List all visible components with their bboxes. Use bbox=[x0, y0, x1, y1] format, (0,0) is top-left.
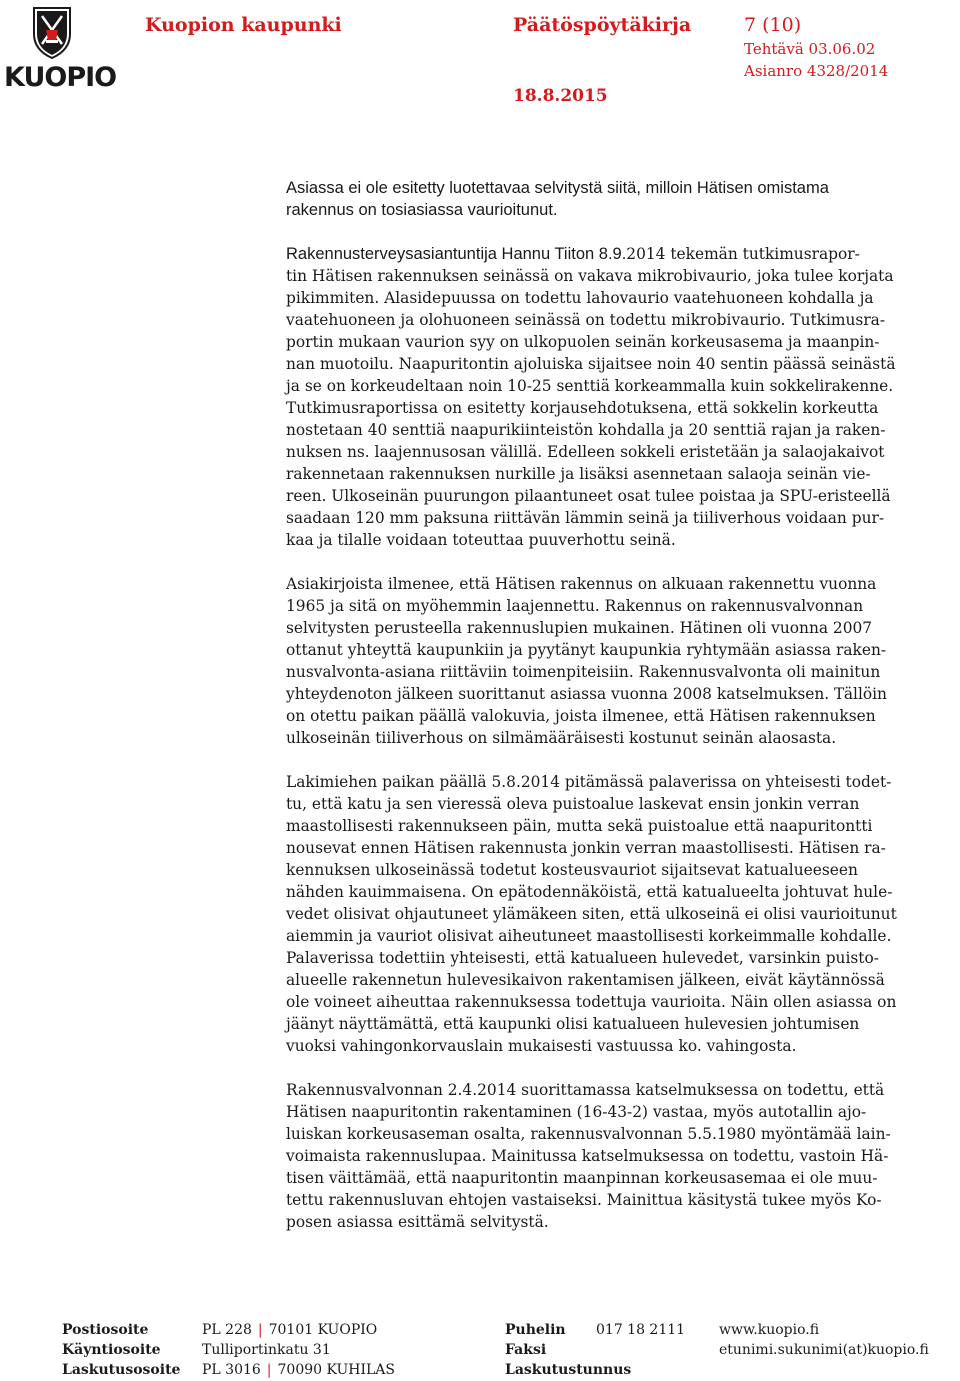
paragraph: Asiakirjoista ilmenee, että Hätisen rakennus on alkuaan rakennettu vuonna 1965 ja sitä on myöhemmin laajennettu. Rakennus on rakennusvalvonnan selvitysten perusteella rakennuslupien mukainen. Hätinen oli vuonna 2007 ottanut yhteyttä kaupunkiin ja pyytänyt kaupunkia ryhtymään asiassa raken- nusvalvonta-asiana riittäviin toimenpiteisiin. Rakennusvalvonta oli mainitun yhteydenoton jälkeen suorittanut asiassa vuonna 2008 katselmuksen. Tällöin on otettu paikan päällä valokuvia, joista ilmenee, että Hätisen rakennuksen ulkoseinän tiiliverhous on silmämääräisesti kostunut seinän alaosasta. bbox=[286, 575, 887, 747]
billing-code: 70090 KUHILAS bbox=[277, 1362, 395, 1378]
email-link[interactable]: etunimi.sukunimi(at)kuopio.fi bbox=[719, 1342, 929, 1358]
website-link[interactable]: www.kuopio.fi bbox=[719, 1322, 820, 1338]
fax-label: Faksi bbox=[505, 1342, 547, 1358]
paragraph-sans-part: Rakennusterveysasiantuntija Hannu Tiiton 8.9. bbox=[286, 245, 627, 263]
page-footer bbox=[62, 1320, 952, 1380]
coat-of-arms-icon bbox=[4, 4, 100, 62]
logo-wordmark: KUOPIO bbox=[4, 62, 117, 93]
paragraph: Rakennusvalvonnan 2.4.2014 suorittamassa katselmuksessa on todettu, että Hätisen naapuritontin rakentaminen (16-43-2) vastaa, myös autotallin ajo- luiskan korkeusaseman osalta, rakennusvalvonnan 5.5.1980 myöntämää lain- voimaista rakennuslupaa. Mainitussa katselmuksessa on todettu, vastoin Hä- tisen väittämää, että naapuritontin maanpinnan korkeusasemaa ei ole muu- tettu rakennusluvan ehtojen vastaiseksi. Mainittua käsitystä tukee myös Ko- posen asiassa esittämä selvitystä. bbox=[286, 1081, 891, 1231]
postal-box: PL 228 bbox=[202, 1322, 252, 1338]
visit-address: Tulliportinkatu 31 bbox=[202, 1342, 331, 1358]
phone-value: 017 18 2111 bbox=[596, 1322, 686, 1338]
task-code: Tehtävä 03.06.02 bbox=[744, 40, 876, 58]
visit-label: Käyntiosoite bbox=[62, 1342, 161, 1358]
separator: | bbox=[266, 1362, 272, 1378]
paragraph: Lakimiehen paikan päällä 5.8.2014 pitämässä palaverissa on yhteisesti todet- tu, että katu ja sen vieressä oleva puistoalue laskevat ensin jonkin verran maastollisesti rakennukseen päin, mutta sekä puistoalue että naapuritontti nousevat ennen Hätisen rakennusta jonkin verran maastollisesti. Hätisen ra- kennuksen ulkoseinässä todetut kosteusvauriot sijaitsevat katualueeseen nähden kauimmaisena. On epätodennäköistä, että katualueelta johtuvat hule- vedet olisivat ohjautuneet ylämäkeen siten, että ulkoseinä ei olisi vaurioitunut aiemmin ja vauriot olisivat aiheutuneet maastollisesti korkeimmalle kohdalle. Palaverissa todettiin yhteisesti, että katualueen hulevedet, varsinkin puisto- alueelle rakennetun hulevesikaivon rakentamisen jälkeen, eivät käytännössä ole voineet aiheuttaa rakennuksessa todettuja vaurioita. Näin ollen asiassa on jäänyt näyttämättä, että kaupunki olisi katualueen hulevesien johtumisen vuoksi vahingonkorvauslain mukaisesti vastuussa ko. vahingosta. bbox=[286, 773, 897, 1055]
meeting-date: 18.8.2015 bbox=[513, 86, 608, 106]
paragraph-serif-part: 2014 tekemän tutkimusrapor- tin Hätisen rakennuksen seinässä on vakava mikrobivaurio, joka tulee korjata pikimmiten. Alasidepuussa on todettu lahovaurio vaatehuoneen kohdalla ja vaatehuoneen ja olohuoneen seinässä on todettu mikrobivaurio. Tutkimusra- portin mukaan vaurion syy on ulkopuolen seinän korkeusasema ja maanpin- nan muotoilu. Naapuritontin ajoluiska sijaitsee noin 40 sentin päässä seinästä ja se on korkeudeltaan noin 10-25 senttiä korkeammalla kuin sokkelirakenne. Tutkimusraportissa on esitetty korjausehdotuksena, että sokkelin korkeutta nostetaan 40 senttiä naapurikiinteistön kohdalla ja 20 senttiä rajan ja raken- nuksen ns. laajennusosan välillä. Edelleen sokkeli eristetään ja salaojakaivot rakennetaan rakennuksen nurkille ja lisäksi asennetaan salaoja seinän vie- reen. Ulkoseinän puurungon pilaantuneet osat tulee poistaa ja SPU-eristeellä saadaan 120 mm paksuna riittävän lämmin seinä ja tiiliverhous voidaan pur- kaa ja tilalle voidaan toteuttaa puuverhottu seinä. bbox=[286, 245, 896, 549]
paragraph: Asiassa ei ole esitetty luotettavaa selvitystä siitä, milloin Hätisen omistama rakennus on tosiasiassa vaurioitunut. bbox=[286, 179, 829, 219]
postal-label: Postiosoite bbox=[62, 1322, 149, 1338]
postal-code: 70101 KUOPIO bbox=[268, 1322, 378, 1338]
phone-label: Puhelin bbox=[505, 1322, 566, 1338]
separator: | bbox=[257, 1322, 263, 1338]
case-number: Asianro 4328/2014 bbox=[744, 62, 889, 80]
organization-name: Kuopion kaupunki bbox=[145, 14, 342, 36]
kuopio-logo bbox=[4, 4, 117, 96]
billing-label: Laskutusosoite bbox=[62, 1362, 181, 1378]
billing-box: PL 3016 bbox=[202, 1362, 261, 1378]
postal-address bbox=[202, 1320, 377, 1340]
paragraph bbox=[286, 243, 958, 551]
document-body bbox=[286, 177, 958, 1255]
document-type: Päätöspöytäkirja bbox=[513, 14, 692, 36]
billing-address bbox=[202, 1360, 395, 1380]
page-number: 7 (10) bbox=[744, 14, 802, 36]
billing-id-label: Laskutustunnus bbox=[505, 1362, 632, 1378]
